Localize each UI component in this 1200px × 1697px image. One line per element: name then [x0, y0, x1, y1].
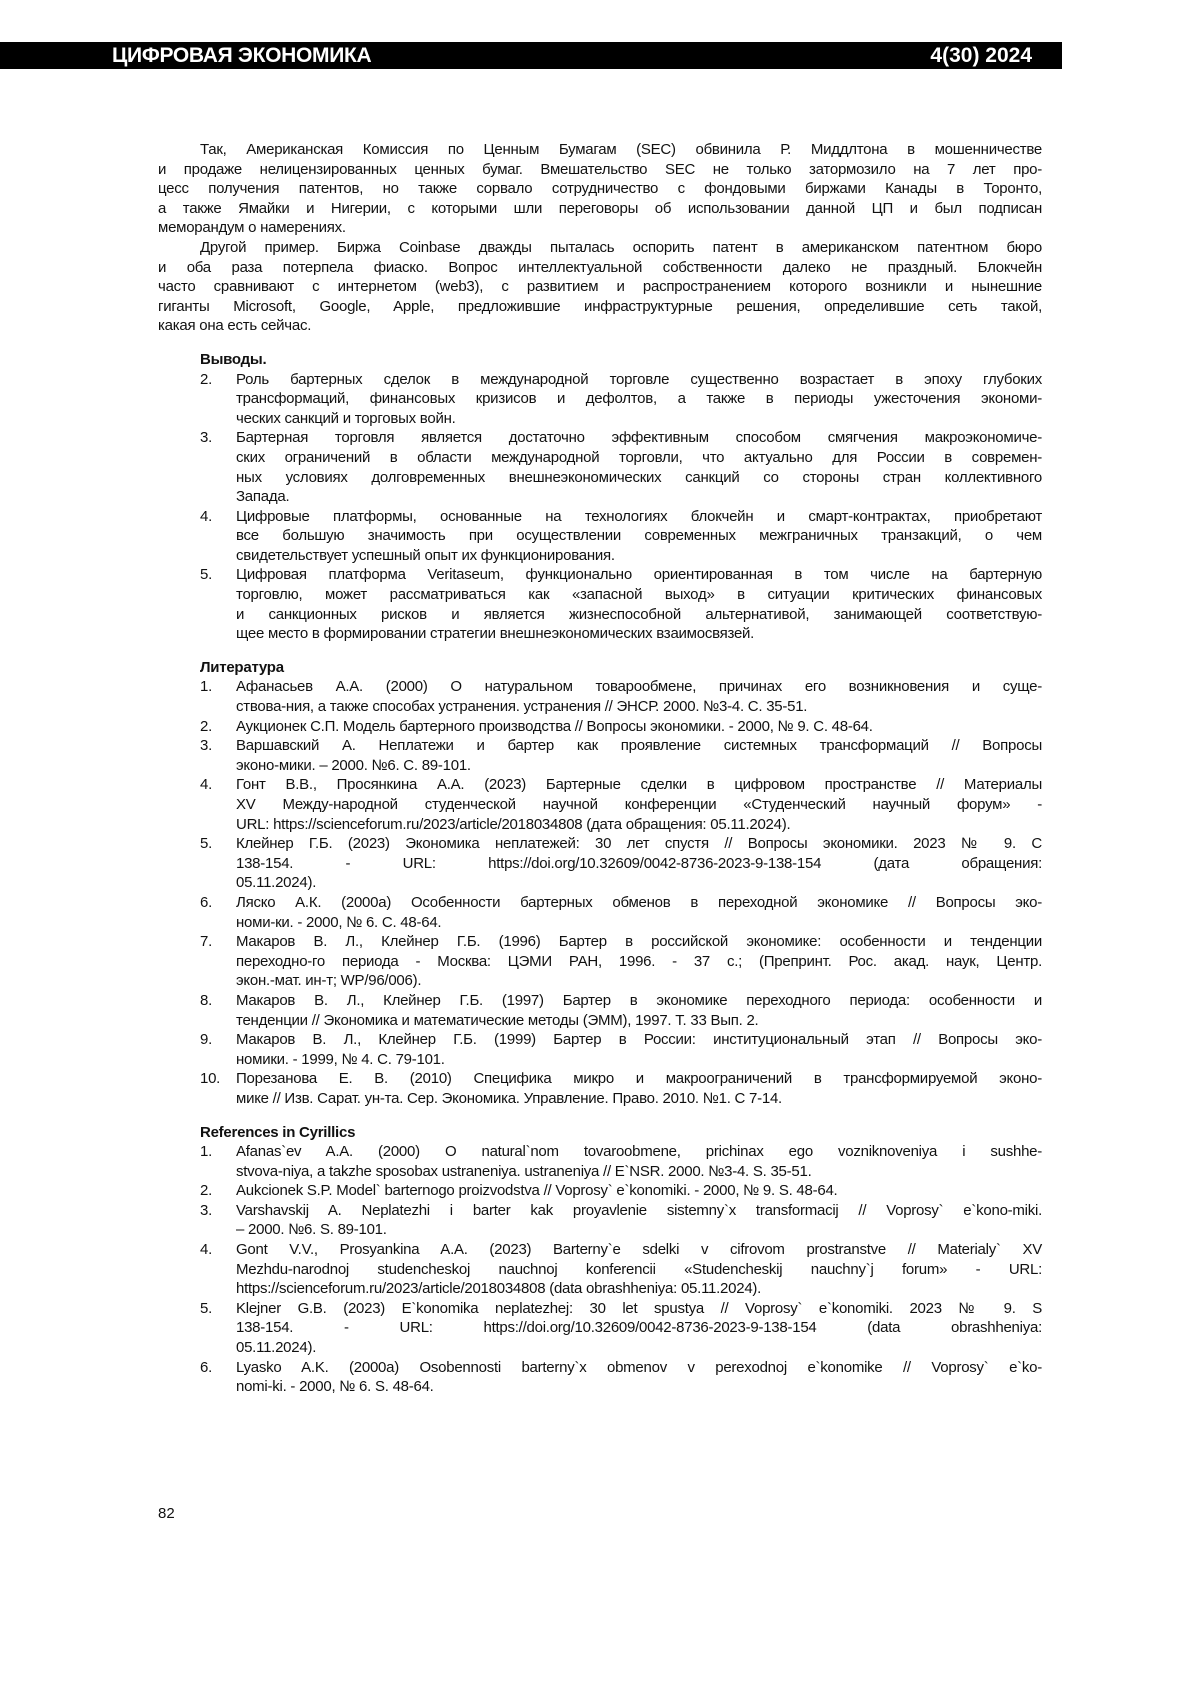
text-line: Цифровая платформа Veritaseum, функционально ориентированная в том числе на бартерную — [236, 565, 1042, 585]
item-text — [236, 717, 1042, 737]
text-line: часто сравнивают с интернетом (web3), с развитием и распространением которого возникли и нынешние — [158, 277, 1042, 297]
text-line: тенденции // Экономика и математические методы (ЭММ), 1997. Т. 33 Вып. 2. — [236, 1011, 1042, 1031]
item-number: 10. — [158, 1069, 236, 1108]
list-item — [158, 1299, 1042, 1358]
text-line: номики. - 1999, № 4. С. 79-101. — [236, 1050, 1042, 1070]
text-line: и оба раза потерпела фиаско. Вопрос интеллектуальной собственности далеко не праздный. Блокчейн — [158, 258, 1042, 278]
item-text — [236, 677, 1042, 716]
item-text — [236, 1299, 1042, 1358]
text-line: гиганты Microsoft, Google, Apple, предложившие инфраструктурные решения, определившие сеть такой, — [158, 297, 1042, 317]
text-line: Гонт В.В., Просянкина А.А. (2023) Бартерные сделки в цифровом пространстве // Материалы — [236, 775, 1042, 795]
item-text — [236, 565, 1042, 643]
article-body — [158, 140, 1042, 1397]
list-item — [158, 1030, 1042, 1069]
text-line: какая она есть сейчас. — [158, 316, 1042, 336]
item-number: 3. — [158, 736, 236, 775]
text-line: переходно-го периода - Москва: ЦЭМИ РАН, 1996. - 37 с.; (Препринт. Рос. акад. наук, Центр. — [236, 952, 1042, 972]
list-item — [158, 1069, 1042, 1108]
list-item — [158, 1142, 1042, 1181]
list-item — [158, 370, 1042, 429]
text-line: торговлю, может рассматриваться как «запасной выход» в ситуации критических финансовых — [236, 585, 1042, 605]
item-text — [236, 736, 1042, 775]
text-line: цесс получения патентов, но также сорвало сотрудничество с фондовыми биржами Канады в Торонто, — [158, 179, 1042, 199]
item-number: 4. — [158, 1240, 236, 1299]
section-2 — [158, 1123, 1042, 1397]
list-item — [158, 932, 1042, 991]
item-number: 2. — [158, 717, 236, 737]
section-0 — [158, 350, 1042, 644]
text-line: Цифровые платформы, основанные на технологиях блокчейн и смарт-контрактах, приобретают — [236, 507, 1042, 527]
list-item — [158, 775, 1042, 834]
item-text — [236, 1069, 1042, 1108]
item-text — [236, 1240, 1042, 1299]
text-line: – 2000. №6. S. 89-101. — [236, 1220, 1042, 1240]
item-number: 9. — [158, 1030, 236, 1069]
text-line: nomi-ki. - 2000, № 6. S. 48-64. — [236, 1377, 1042, 1397]
item-text — [236, 1201, 1042, 1240]
text-line: 05.11.2024). — [236, 1338, 1042, 1358]
page-number: 82 — [158, 1505, 175, 1522]
text-line: Роль бартерных сделок в международной торговле существенно возрастает в эпоху глубоких — [236, 370, 1042, 390]
item-text — [236, 507, 1042, 566]
list-item — [158, 1358, 1042, 1397]
text-line: Klejner G.B. (2023) E`konomika neplatezhej: 30 let spustya // Voprosy` e`konomiki. 2023 № 9. S — [236, 1299, 1042, 1319]
section-heading: Литература — [158, 658, 1042, 678]
item-number: 5. — [158, 834, 236, 893]
text-line: Бартерная торговля является достаточно эффективным способом смягчения макроэкономиче- — [236, 428, 1042, 448]
text-line: Другой пример. Биржа Coinbase дважды пыталась оспорить патент в американском патентном бюро — [158, 238, 1042, 258]
text-line: 138-154. - URL: https://doi.org/10.32609/0042-8736-2023-9-138-154 (дата обращения: — [236, 854, 1042, 874]
list-item — [158, 717, 1042, 737]
list-item — [158, 1240, 1042, 1299]
paragraph — [158, 238, 1042, 336]
text-line: и санкционных рисков и является жизнеспособной альтернативой, занимающей соответствую- — [236, 605, 1042, 625]
item-number: 3. — [158, 1201, 236, 1240]
text-line: XV Между-народной студенческой научной конференции «Студенческий научный форум» - — [236, 795, 1042, 815]
running-header — [0, 42, 1062, 69]
text-line: Varshavskij A. Neplatezhi i barter kak proyavlenie sistemny`x transformacij // Voprosy` e`kono-miki. — [236, 1201, 1042, 1221]
item-number: 6. — [158, 1358, 236, 1397]
item-number: 3. — [158, 428, 236, 506]
item-text — [236, 1030, 1042, 1069]
text-line: свидетельствует успешный опыт их функционирования. — [236, 546, 1042, 566]
text-line: Клейнер Г.Б. (2023) Экономика неплатежей: 30 лет спустя // Вопросы экономики. 2023 № 9. С — [236, 834, 1042, 854]
text-line: трансформаций, финансовых кризисов и дефолтов, а также в периоды ужесточения экономи- — [236, 389, 1042, 409]
item-text — [236, 834, 1042, 893]
item-number: 2. — [158, 1181, 236, 1201]
item-number: 5. — [158, 1299, 236, 1358]
text-line: и продаже нелицензированных ценных бумаг. Вмешательство SEC не только затормозило на 7 лет про- — [158, 160, 1042, 180]
item-number: 4. — [158, 775, 236, 834]
list-item — [158, 893, 1042, 932]
list-item — [158, 1201, 1042, 1240]
text-line: а также Ямайки и Нигерии, с которыми шли переговоры об использовании данной ЦП и был подписан — [158, 199, 1042, 219]
text-line: все большую значимость при осуществлении современных межграничных транзакций, о чем — [236, 526, 1042, 546]
list-item — [158, 736, 1042, 775]
text-line: 138-154. - URL: https://doi.org/10.32609/0042-8736-2023-9-138-154 (data obrashheniya: — [236, 1318, 1042, 1338]
item-number: 1. — [158, 677, 236, 716]
text-line: Mezhdu-narodnoj studencheskoj nauchnoj konferencii «Studencheskij nauchny`j forum» - URL: — [236, 1260, 1042, 1280]
list-item — [158, 507, 1042, 566]
text-line: мике // Изв. Сарат. ун-та. Сер. Экономика. Управление. Право. 2010. №1. С 7-14. — [236, 1089, 1042, 1109]
item-text — [236, 1358, 1042, 1397]
item-number: 8. — [158, 991, 236, 1030]
text-line: Запада. — [236, 487, 1042, 507]
item-number: 7. — [158, 932, 236, 991]
text-line: Порезанова Е. В. (2010) Специфика микро и макроограничений в трансформируемой эконо- — [236, 1069, 1042, 1089]
text-line: Афанасьев А.А. (2000) О натуральном товарообмене, причинах его возникновения и суще- — [236, 677, 1042, 697]
list-item — [158, 1181, 1042, 1201]
section-heading: References in Cyrillics — [158, 1123, 1042, 1143]
item-text — [236, 893, 1042, 932]
issue-number: 4(30) 2024 — [930, 44, 1032, 68]
text-line: Так, Американская Комиссия по Ценным Бумагам (SEC) обвинила Р. Миддлтона в мошенничестве — [158, 140, 1042, 160]
paragraph — [158, 140, 1042, 238]
item-text — [236, 1142, 1042, 1181]
item-number: 6. — [158, 893, 236, 932]
list-item — [158, 991, 1042, 1030]
text-line: URL: https://scienceforum.ru/2023/article/2018034808 (дата обращения: 05.11.2024). — [236, 815, 1042, 835]
text-line: Макаров В. Л., Клейнер Г.Б. (1999) Бартер в России: институциональный этап // Вопросы эко- — [236, 1030, 1042, 1050]
list-item — [158, 428, 1042, 506]
text-line: ческих санкций и торговых войн. — [236, 409, 1042, 429]
text-line: Aukcionek S.P. Model` barternogo proizvodstva // Voprosy` e`konomiki. - 2000, № 9. S. 48-64. — [236, 1181, 1042, 1201]
item-number: 4. — [158, 507, 236, 566]
journal-title: ЦИФРОВАЯ ЭКОНОМИКА — [112, 44, 371, 68]
list-item — [158, 677, 1042, 716]
item-text — [236, 1181, 1042, 1201]
text-line: stvova-niya, a takzhe sposobax ustraneniya. ustraneniya // E`NSR. 2000. №3-4. S. 35-51. — [236, 1162, 1042, 1182]
item-text — [236, 370, 1042, 429]
text-line: щее место в формировании стратегии внешнеэкономических взаимосвязей. — [236, 624, 1042, 644]
text-line: https://scienceforum.ru/2023/article/2018034808 (data obrashheniya: 05.11.2024). — [236, 1279, 1042, 1299]
item-number: 2. — [158, 370, 236, 429]
text-line: Lyasko A.K. (2000a) Osobennosti barterny`x obmenov v perexodnoj e`konomike // Voprosy` e`ko- — [236, 1358, 1042, 1378]
item-text — [236, 991, 1042, 1030]
text-line: номи-ки. - 2000, № 6. С. 48-64. — [236, 913, 1042, 933]
text-line: Аукционек С.П. Модель бартерного производства // Вопросы экономики. - 2000, № 9. С. 48-64. — [236, 717, 1042, 737]
text-line: Макаров В. Л., Клейнер Г.Б. (1996) Бартер в российской экономике: особенности и тенденции — [236, 932, 1042, 952]
item-text — [236, 775, 1042, 834]
list-item — [158, 565, 1042, 643]
text-line: Afanas`ev A.A. (2000) O natural`nom tovaroobmene, prichinax ego vozniknoveniya i sushhe- — [236, 1142, 1042, 1162]
section-1 — [158, 658, 1042, 1109]
text-line: эконо-мики. – 2000. №6. С. 89-101. — [236, 756, 1042, 776]
text-line: ствова-ния, а также способах устранения. устранения // ЭНСР. 2000. №3-4. С. 35-51. — [236, 697, 1042, 717]
item-number: 5. — [158, 565, 236, 643]
text-line: Gont V.V., Prosyankina A.A. (2023) Barterny`e sdelki v cifrovom prostranstve // Materialy` XV — [236, 1240, 1042, 1260]
section-heading: Выводы. — [158, 350, 1042, 370]
text-line: ных условиях долговременных внешнеэкономических санкций со стороны стран коллективного — [236, 468, 1042, 488]
text-line: Макаров В. Л., Клейнер Г.Б. (1997) Бартер в экономике переходного периода: особенности и — [236, 991, 1042, 1011]
text-line: экон.-мат. ин-т; WP/96/006). — [236, 971, 1042, 991]
text-line: Варшавский А. Неплатежи и бартер как проявление системных трансформаций // Вопросы — [236, 736, 1042, 756]
item-number: 1. — [158, 1142, 236, 1181]
item-text — [236, 932, 1042, 991]
item-text — [236, 428, 1042, 506]
text-line: меморандум о намерениях. — [158, 218, 1042, 238]
text-line: ских ограничений в области международной торговли, что актуально для России в современ- — [236, 448, 1042, 468]
text-line: 05.11.2024). — [236, 873, 1042, 893]
text-line: Ляско А.К. (2000а) Особенности бартерных обменов в переходной экономике // Вопросы эко- — [236, 893, 1042, 913]
list-item — [158, 834, 1042, 893]
